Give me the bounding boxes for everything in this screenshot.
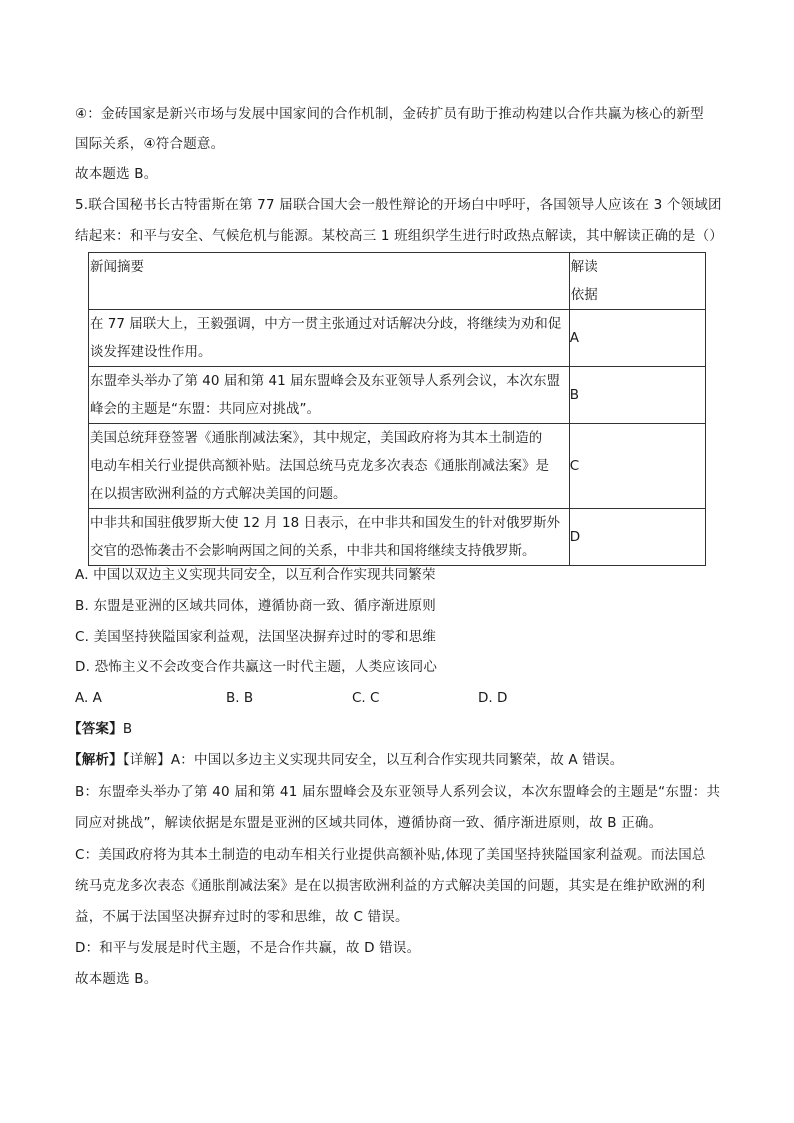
option-a: A. A (75, 690, 102, 706)
analysis-first-line: 【解析】【详解】A：中国以多边主义实现共同安全，以互利合作实现共同繁荣，故 A 错误。 (68, 752, 624, 768)
question-stem-line: 5.联合国秘书长古特雷斯在第 77 届联合国大会一般性辩论的开场白中呼吁，各国领导人应该在 3 个领域团 (75, 197, 722, 213)
analysis-line: 统马克龙多次表态《通胀削减法案》是在以损害欧洲利益的方式解决美国的问题，其实是在维护欧洲的利 (75, 878, 706, 894)
choice-a: A. 中国以双边主义实现共同安全，以互利合作实现共同繁荣 (75, 567, 436, 583)
text-line: 国际关系，④符合题意。 (75, 136, 225, 152)
news-summary-cell: 美国总统拜登签署《通胀削减法案》，其中规定，美国政府将为其本土制造的 电动车相关行业提供高额补贴。法国总统马克龙多次表态《通胀削减法案》是 在以损害欧洲利益的方式解决美国的问题。 (89, 424, 570, 509)
answer-line (68, 719, 132, 739)
choice-b: B. 东盟是亚洲的区域共同体，遵循协商一致、循序渐进原则 (75, 598, 436, 614)
analysis-line: 益，不属于法国坚决摒弃过时的零和思维，故 C 错误。 (75, 909, 409, 925)
option-b: B. B (226, 690, 254, 706)
analysis-line: C：美国政府将为其本土制造的电动车相关行业提供高额补贴,体现了美国坚持狭隘国家利益观。而法国总 (75, 847, 706, 863)
option-c: C. C (352, 690, 380, 706)
table-row (89, 367, 706, 424)
header-summary: 新闻摘要 (89, 253, 570, 310)
answer-tag: 【答案】 (68, 721, 123, 737)
basis-cell: A (569, 310, 705, 367)
analysis-line: 同应对挑战”，解读依据是东盟是亚洲的区域共同体，遵循协商一致、循序渐进原则，故 B 正确。 (75, 815, 663, 831)
analysis-line: 故本题选 B。 (75, 971, 158, 987)
text-line: 故本题选 B。 (75, 166, 158, 182)
option-d: D. D (478, 690, 508, 706)
news-summary-cell: 中非共和国驻俄罗斯大使 12 月 18 日表示，在中非共和国发生的针对俄罗斯外 交官的恐怖袭击不会影响两国之间的关系，中非共和国将继续支持俄罗斯。 (89, 509, 570, 566)
answer-options (75, 688, 595, 708)
table-row (89, 424, 706, 509)
basis-cell: D (569, 509, 705, 566)
table-row (89, 310, 706, 367)
basis-cell: C (569, 424, 705, 509)
analysis-tag: 【解析】 (68, 752, 123, 768)
question-stem-line: 结起来：和平与安全、气候危机与能源。某校高三 1 班组织学生进行时政热点解读，其中解读正确的是（） (75, 228, 723, 244)
choice-d: D. 恐怖主义不会改变合作共赢这一时代主题，人类应该同心 (75, 659, 438, 675)
answer-value: B (122, 721, 133, 737)
header-basis: 解读 依据 (569, 253, 705, 310)
analysis-line: D：和平与发展是时代主题，不是合作共赢，故 D 错误。 (75, 940, 421, 956)
table-header-row (89, 253, 706, 310)
analysis-line: B：东盟牵头举办了第 40 届和第 41 届东盟峰会及东亚领导人系列会议，本次东盟峰会的主题是“东盟：共 (75, 784, 721, 800)
table-row (89, 509, 706, 566)
basis-cell: B (569, 367, 705, 424)
text-line: ④：金砖国家是新兴市场与发展中国家间的合作机制，金砖扩员有助于推动构建以合作共赢为核心的新型 (75, 106, 704, 122)
news-summary-cell: 东盟牵头举办了第 40 届和第 41 届东盟峰会及东亚领导人系列会议，本次东盟 峰会的主题是“东盟：共同应对挑战”。 (89, 367, 570, 424)
news-summary-cell: 在 77 届联大上，王毅强调，中方一贯主张通过对话解决分歧，将继续为劝和促 谈发挥建设性作用。 (89, 310, 570, 367)
news-table (88, 252, 706, 566)
choice-c: C. 美国坚持狭隘国家利益观，法国坚决摒弃过时的零和思维 (75, 629, 437, 645)
